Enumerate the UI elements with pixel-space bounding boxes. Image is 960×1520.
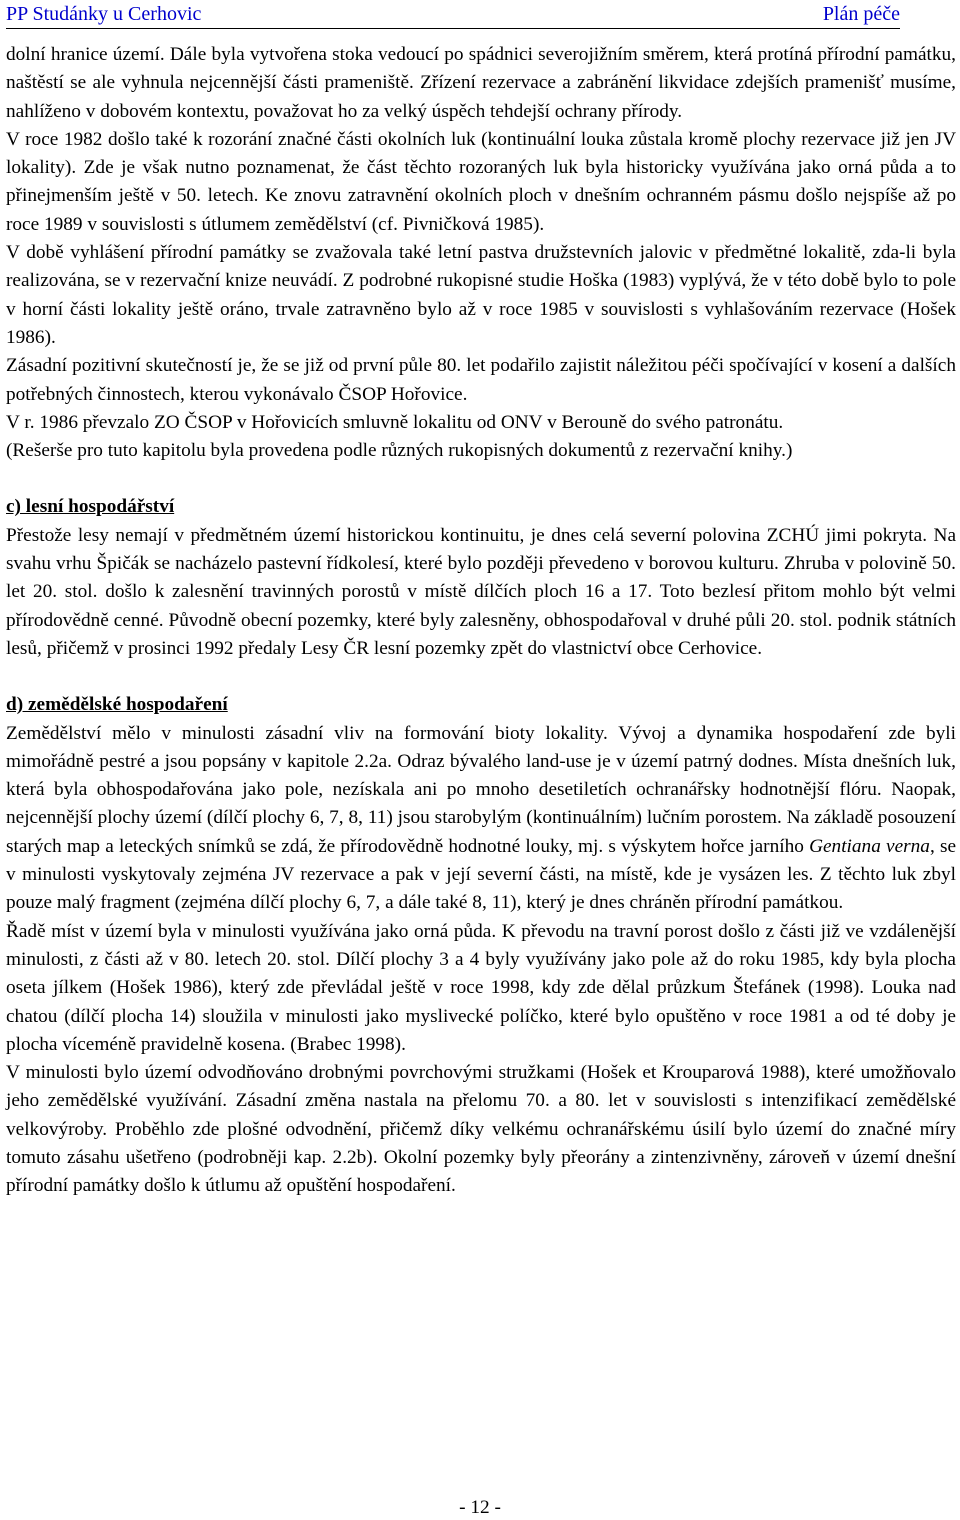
section-heading-forestry: c) lesní hospodářství — [6, 496, 175, 518]
header-section: Plán péče — [822, 3, 900, 25]
section-heading-agriculture: d) zemědělské hospodaření — [6, 694, 228, 716]
paragraph — [6, 720, 956, 918]
paragraph: (Rešerše pro tuto kapitolu byla provedena podle různých rukopisných dokumentů z rezervační knihy.) — [6, 440, 793, 462]
spacer — [6, 465, 956, 493]
page-content — [6, 41, 956, 1201]
text-run: , se v minulosti vyskytovaly zejména JV rezervace a pak v její severní části, na místě, kde je vysázen les. Z těchto luk zbyl pouze malý fragment (zejména dílčí plochy 6, 7, a dále také 8, 11), který je dnes chráněn přírodní památkou. — [6, 835, 957, 914]
species-name: Gentiana verna — [809, 835, 930, 857]
paragraph: Řadě míst v území byla v minulosti využívána jako orná půda. K převodu na travní porost došlo z části již ve vzdálenější minulosti, z části až v 80. letech 20. stol. Dílčí plochy 3 a 4 byly využívány jako pole až do roku 1985, kdy byla plocha oseta jílkem (Hošek 1986), který zde převládal ještě v roce 1998, kdy zde dělal průzkum Štefánek (1998). Louka nad chatou (dílčí plocha 14) sloužila v minulosti jako myslivecké políčko, které bylo opuštěno v roce 1981 a od té doby je plocha víceméně pravidelně kosena. (Brabec 1998). — [6, 920, 956, 1055]
paragraph: V minulosti bylo území odvodňováno drobnými povrchovými stružkami (Hošek et Krouparová 1988), které umožňovalo jeho zemědělské využívání. Zásadní změna nastala na přelomu 70. a 80. let v souvislosti s intenzifikací zemědělské velkovýroby. Proběhlo zde plošné odvodnění, přičemž díky velkému ochranářskému úsilí bylo území do značné míry tomuto zásahu ušetřeno (podrobněji kap. 2.2b). Okolní pozemky byly přeorány a zintenzivněny, zároveň v území dnešní přírodní památky došlo k útlumu až opuštění hospodaření. — [6, 1062, 956, 1197]
paragraph: V době vyhlášení přírodní památky se zvažovala také letní pastva družstevních jalovic v předmětné lokalitě, zda-li byla realizována, se v rezervační knize neuvádí. Z podrobné rukopisné studie Hoška (1983) vyplývá, že v této době bylo to pole v horní části lokality ještě oráno, trvale zatravněno bylo až v roce 1985 v souvislosti s vyhlašováním rezervace (Hošek 1986). — [6, 242, 956, 348]
paragraph: Přestože lesy nemají v předmětném území historickou kontinuitu, je dnes celá severní polovina ZCHÚ jimi pokryta. Na svahu vrhu Špičák se nacházelo pastevní řídkolesí, které bylo později převedeno v borovou kulturu. Zhruba v polovině 50. let 20. stol. došlo k zalesnění travinných porostů v místě dílčích ploch 16 a 17. Toto bezlesí přitom mohlo být velmi přírodovědně cenné. Původně obecní pozemky, které byly zalesněny, obhospodařoval v druhé půli 20. stol. podnik státních lesů, přičemž v prosinci 1992 předaly Lesy ČR lesní pozemky zpět do vlastnictví obce Cerhovice. — [6, 524, 956, 659]
paragraph: V r. 1986 převzalo ZO ČSOP v Hořovicích smluvně lokalitu od ONV v Berouně do svého patronátu. — [6, 411, 784, 433]
text-run: Zemědělství mělo v minulosti zásadní vliv na formování bioty lokality. Vývoj a dynamika hospodaření zde byli mimořádně pestré a jsou popsány v kapitole 2.2a. Odraz bývalého land-use je v území patrný dodnes. Místa dnešních luk, která byla obhospodařována jako pole, nezískala ani po mnoho desetiletích ochranářsky hodnotnější flóru. Naopak, nejcennější plochy území (dílčí plochy 6, 7, 8, 11) jsou starobylým (kontinuálním) lučním porostem. Na základě posouzení starých map a leteckých snímků se zdá, že přírodovědně hodnotné louky, mj. s výskytem hořce jarního — [6, 722, 956, 857]
spacer — [6, 663, 956, 691]
header-title: PP Studánky u Cerhovic — [6, 3, 202, 25]
page-number: - 12 - — [459, 1497, 501, 1518]
paragraph: V roce 1982 došlo také k rozorání značné části okolních luk (kontinuální louka zůstala kromě plochy rezervace již jen JV lokality). Zde je však nutno poznamenat, že část těchto rozoraných luk byla historicky využívána jako orná půda a to přinejmenším ještě v 50. letech. Ke znovu zatravnění okolních ploch v dnešním ochranném pásmu došlo nejspíše až po roce 1989 v souvislosti s útlumem zemědělství (cf. Pivničková 1985). — [6, 128, 956, 235]
paragraph: Zásadní pozitivní skutečností je, že se již od první půle 80. let podařilo zajistit náležitou péči spočívající v kosení a dalších potřebných činnostech, kterou vykonávalo ČSOP Hořovice. — [6, 355, 956, 405]
page-header — [6, 0, 900, 29]
paragraph: dolní hranice území. Dále byla vytvořena stoka vedoucí po spádnici severojižním směrem, která protíná přírodní památku, naštěstí se ale vyhnula nejcennější části prameniště. Zřízení rezervace a zabránění likvidace zdejších pramenišť musíme, nahlíženo v dobovém kontextu, považovat ho za velký úspěch tehdejší ochrany přírody. — [6, 44, 956, 122]
